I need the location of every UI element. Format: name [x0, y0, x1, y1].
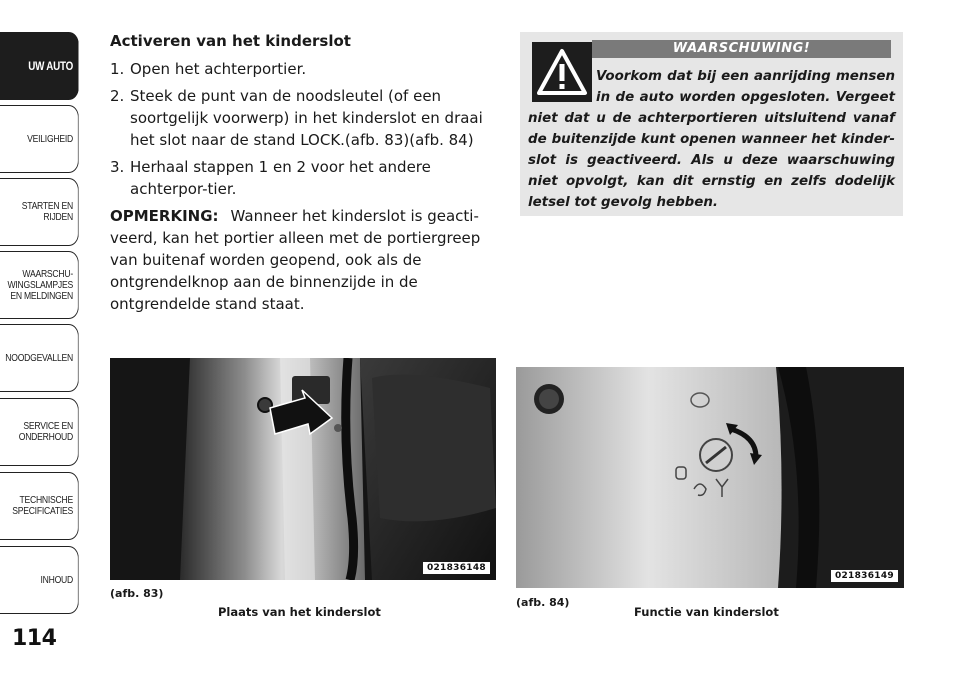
page-number: 114 — [12, 626, 57, 651]
warning-text — [528, 66, 895, 213]
door-photo-illustration — [110, 358, 496, 580]
note — [110, 205, 500, 315]
tab-service-en-onderhoud[interactable]: SERVICE EN ONDERHOUD — [0, 398, 79, 466]
warning-box — [520, 32, 903, 216]
note-text: Wanneer het kinderslot is geacti-veerd, kan het portier alleen met de portiergreep van buitenaf worden geopend, ook als de ontgrendelknop aan de binnenzijde in de ontgrendelde stand staat. — [110, 207, 481, 313]
warning-title: WAARSCHUWING! — [592, 40, 891, 58]
lock-closeup-illustration — [516, 367, 904, 588]
figure-child-lock-function — [516, 367, 904, 588]
figure-ref: (afb. 84) — [516, 596, 570, 609]
figure-caption: Plaats van het kinderslot — [218, 605, 381, 619]
figure-ref: (afb. 83) — [110, 587, 164, 600]
tab-uw-auto[interactable]: UW AUTO — [0, 32, 79, 100]
step-text: Open het achterportier. — [130, 60, 307, 78]
tab-technische-specificaties[interactable]: TECHNISCHE SPECIFICATIES — [0, 472, 79, 540]
tab-inhoud[interactable]: INHOUD — [0, 546, 79, 614]
step-item — [110, 156, 500, 200]
section-heading: Activeren van het kinderslot — [110, 32, 351, 50]
figure-child-lock-location — [110, 358, 496, 580]
figure-code: 021836149 — [831, 570, 898, 582]
step-text: Herhaal stappen 1 en 2 voor het andere achterpor-tier. — [130, 158, 431, 198]
instructions — [110, 30, 500, 315]
step-number: 2. — [110, 87, 125, 105]
tab-starten-en-rijden[interactable]: STARTEN EN RIJDEN — [0, 178, 79, 246]
step-number: 3. — [110, 158, 125, 176]
step-number: 1. — [110, 60, 125, 78]
note-label: OPMERKING: — [110, 207, 219, 225]
tab-noodgevallen[interactable]: NOODGEVALLEN — [0, 324, 79, 392]
tab-veiligheid[interactable]: VEILIGHEID — [0, 105, 79, 173]
step-item — [110, 85, 500, 151]
tab-waarschuwingslampjes[interactable]: WAARSCHU- WINGSLAMPJES EN MELDINGEN — [0, 251, 79, 319]
step-item — [110, 58, 500, 80]
step-text: Steek de punt van de noodsleutel (of een soortgelijk voorwerp) in het kinderslot en draai het slot naar de stand LOCK.(afb. 83)(afb. 84) — [130, 87, 483, 149]
figure-code: 021836148 — [423, 562, 490, 574]
figure-caption: Functie van kinderslot — [634, 605, 779, 619]
warning-body: Voorkom dat bij een aanrijding mensen in de auto worden opgesloten. Vergeet niet dat u de achterportieren uitsluitend vanaf de buitenzijde kunt openen wanneer het kinder-slot is geactiveerd. Als u deze waarschuwing niet opvolgt, kan dit ernstig en zelfs dodelijk letsel tot gevolg hebben. — [528, 69, 895, 210]
